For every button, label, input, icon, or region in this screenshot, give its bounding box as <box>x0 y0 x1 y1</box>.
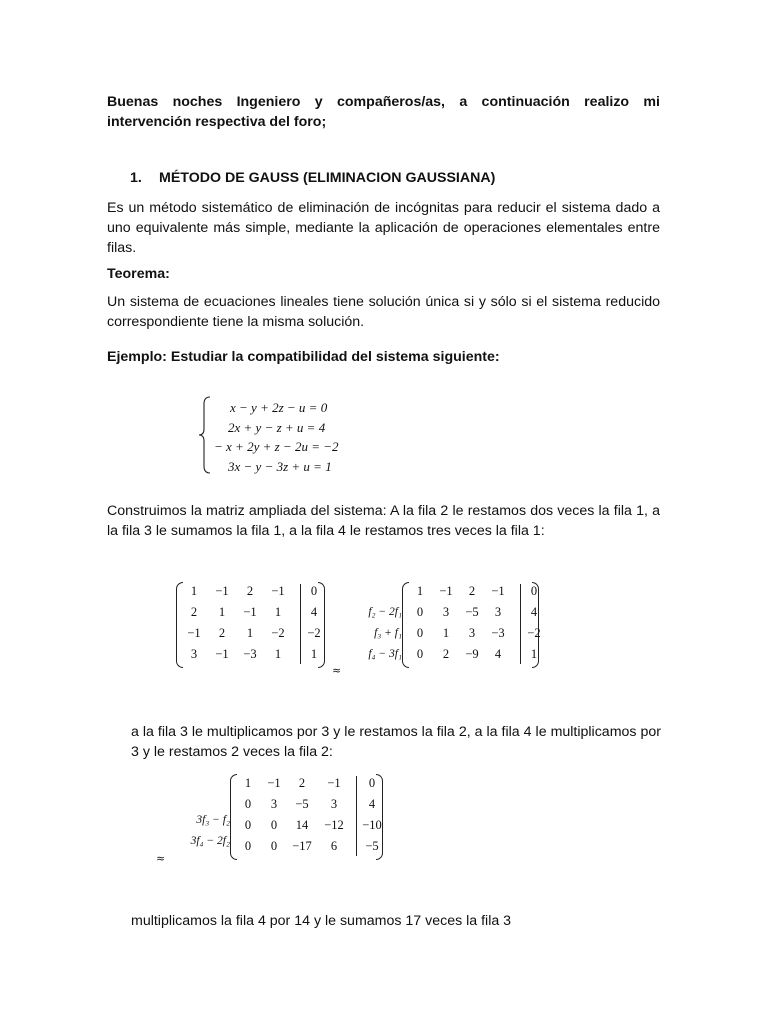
matrix-cell: 0 <box>244 839 252 853</box>
row-operations-1 <box>350 602 402 665</box>
step1-paragraph: Construimos la matriz ampliada del sistema: A la fila 2 le restamos dos veces la fila 1, a la fila 3 le sumamos la fila 1, a la fila 4 le restamos tres veces la fila 1: <box>107 503 660 539</box>
matrix-cell: −1 <box>243 605 257 619</box>
section-title: MÉTODO DE GAUSS (ELIMINACION GAUSSIANA) <box>159 170 496 186</box>
matrix-cell: −17 <box>292 839 312 853</box>
matrix-cell: 2 <box>442 647 450 661</box>
example-heading: Ejemplo: Estudiar la compatibilidad del sistema siguiente: <box>107 349 500 365</box>
matrix-cell: 0 <box>244 818 252 832</box>
matrix-cell: 3 <box>190 647 198 661</box>
augmented-matrix-2 <box>402 582 540 666</box>
matrix-cell: −5 <box>465 605 479 619</box>
matrix-cell: 0 <box>416 626 424 640</box>
matrix-cell: −2 <box>271 626 285 640</box>
matrix-cell: −2 <box>307 626 321 640</box>
matrix-cell: 1 <box>530 647 538 661</box>
matrix-cell: −1 <box>271 584 285 598</box>
row-op: f₄ − 3f₁ <box>368 648 402 660</box>
matrix-cell: −1 <box>491 584 505 598</box>
row-op: 3f₃ − f₂ <box>196 814 230 826</box>
equation-1: x − y + 2z − u = 0 <box>230 400 328 415</box>
augmented-matrix-1 <box>176 582 326 666</box>
matrix-cell: −12 <box>324 818 344 832</box>
matrix-cell: −1 <box>327 776 341 790</box>
intro-paragraph: Buenas noches Ingeniero y compañeros/as, a continuación realizo mi intervención respectiva del foro; <box>107 94 660 130</box>
equation-2: 2x + y − z + u = 4 <box>228 419 326 435</box>
matrix-cell: 0 <box>530 584 538 598</box>
matrix-cell: 2 <box>190 605 198 619</box>
matrix-cell: 3 <box>442 605 450 619</box>
matrix-cell: −10 <box>362 818 382 832</box>
row-op: 3f₄ − 2f₂ <box>190 835 230 847</box>
matrix-cell: 6 <box>330 839 338 853</box>
step2-paragraph: a la fila 3 le multiplicamos por 3 y le restamos la fila 2, a la fila 4 le multiplicamos por 3 y le restamos 2 veces la fila 2: <box>131 724 661 760</box>
matrix-cell: 1 <box>190 584 198 598</box>
theorem-text: Un sistema de ecuaciones lineales tiene solución única si y sólo si el sistema reducido correspondiente tiene la misma solución. <box>107 294 660 330</box>
matrix-cell: 3 <box>270 797 278 811</box>
matrix-cell: 1 <box>218 605 226 619</box>
matrix-cell: −9 <box>465 647 479 661</box>
matrix-cell: −5 <box>365 839 379 853</box>
equation-system <box>214 398 338 476</box>
matrix-cell: 4 <box>494 647 502 661</box>
matrix-cell: −3 <box>243 647 257 661</box>
matrix-cell: 2 <box>218 626 226 640</box>
matrix-cell: 2 <box>468 584 476 598</box>
matrix-cell: 1 <box>416 584 424 598</box>
matrix-cell: 1 <box>310 647 318 661</box>
matrix-cell: 1 <box>442 626 450 640</box>
matrix-cell: 3 <box>468 626 476 640</box>
matrix-cell: −1 <box>439 584 453 598</box>
matrix-cell: 0 <box>368 776 376 790</box>
matrix-cell: 0 <box>416 647 424 661</box>
matrix-cell: 1 <box>246 626 254 640</box>
matrix-cell: 1 <box>244 776 252 790</box>
matrix-cell: 4 <box>368 797 376 811</box>
matrix-cell: 0 <box>270 818 278 832</box>
matrix-cell: 1 <box>274 605 282 619</box>
matrix-cell: 2 <box>246 584 254 598</box>
matrix-cell: 4 <box>530 605 538 619</box>
matrix-cell: 0 <box>270 839 278 853</box>
matrix-cell: 2 <box>298 776 306 790</box>
augmented-matrix-3 <box>230 774 384 858</box>
definition-paragraph: Es un método sistemático de eliminación de incógnitas para reducir el sistema dado a uno equivalente más simple, mediante la aplicación de operaciones elementales entre filas. <box>107 200 660 256</box>
row-operations-2 <box>160 810 230 852</box>
matrix-cell: 0 <box>244 797 252 811</box>
matrix-cell: 3 <box>494 605 502 619</box>
row-op: f₂ − 2f₁ <box>368 606 402 618</box>
matrix-cell: −1 <box>215 647 229 661</box>
matrix-cell: 4 <box>310 605 318 619</box>
approx-symbol-2: ≈ <box>156 852 166 865</box>
equation-3: − x + 2y + z − 2u = −2 <box>214 439 339 454</box>
row-op: f₃ + f₁ <box>374 627 402 639</box>
matrix-cell: −1 <box>187 626 201 640</box>
matrix-cell: −2 <box>527 626 541 640</box>
equation-4: 3x − y − 3z + u = 1 <box>228 458 332 474</box>
step3-paragraph: multiplicamos la fila 4 por 14 y le sumamos 17 veces la fila 3 <box>131 913 512 929</box>
matrix-cell: 14 <box>295 818 309 832</box>
augmented-separator <box>356 776 357 856</box>
matrix-cell: 3 <box>330 797 338 811</box>
matrix-cell: 0 <box>310 584 318 598</box>
approx-symbol-1: ≈ <box>332 664 342 677</box>
matrix-cell: −1 <box>215 584 229 598</box>
matrix-cell: −5 <box>295 797 309 811</box>
matrix-cell: 0 <box>416 605 424 619</box>
matrix-cell: −3 <box>491 626 505 640</box>
section-number: 1. <box>130 170 142 186</box>
matrix-cell: 1 <box>274 647 282 661</box>
system-brace <box>198 396 212 474</box>
theorem-heading: Teorema: <box>107 266 170 282</box>
matrix-cell: −1 <box>267 776 281 790</box>
